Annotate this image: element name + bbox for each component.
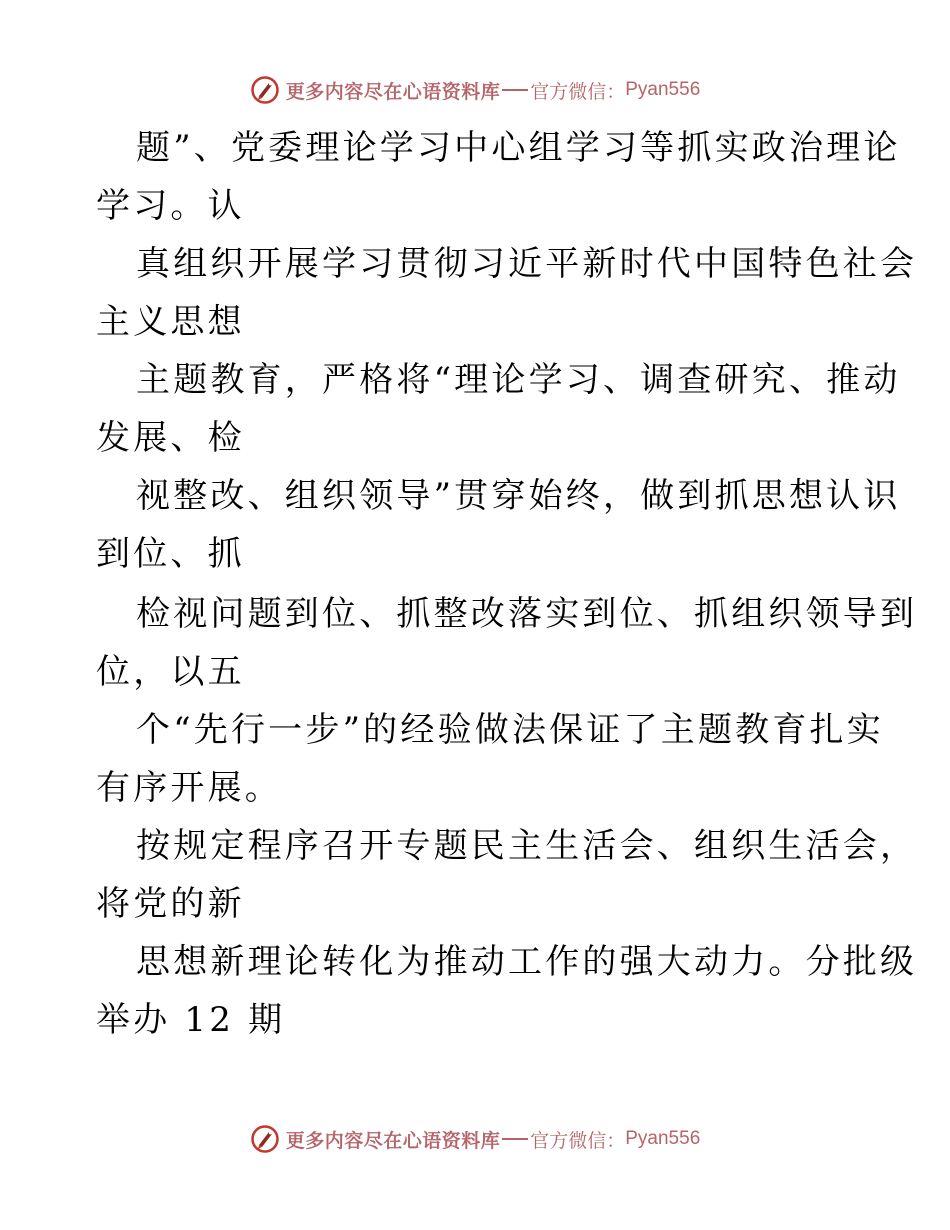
- footer-banner-subtitle: 官方微信：: [530, 1129, 626, 1152]
- text-line: 有序开展。: [96, 768, 282, 808]
- pen-circle-logo-icon: [250, 75, 280, 105]
- footer-banner: [0, 1122, 950, 1156]
- header-banner-subtitle: 官方微信：: [530, 80, 626, 103]
- text-line: 主义思想: [96, 302, 245, 342]
- text-line: 检视问题到位、抓整改落实到位、抓组织领导到: [136, 594, 918, 634]
- text-line: 学习。认: [96, 186, 245, 226]
- text-line: 视整改、组织领导”贯穿始终，做到抓思想认识: [136, 476, 901, 516]
- text-line: 个“先行一步”的经验做法保证了主题教育扎实: [136, 710, 884, 750]
- header-banner-dash: [502, 89, 528, 91]
- pen-circle-logo-icon: [250, 1124, 280, 1154]
- footer-banner-title: 更多内容尽在心语资料库: [285, 1129, 501, 1152]
- header-banner-title: 更多内容尽在心语资料库: [285, 80, 501, 103]
- text-line: 题”、党委理论学习中心组学习等抓实政治理论: [136, 128, 901, 168]
- text-line: 位，以五: [96, 652, 245, 692]
- text-line: 思想新理论转化为推动工作的强大动力。分批级: [136, 942, 918, 982]
- header-banner: [0, 73, 950, 107]
- text-line: 真组织开展学习贯彻习近平新时代中国特色社会: [136, 244, 918, 284]
- text-line: 到位、抓: [96, 534, 245, 574]
- header-banner-wechat-id: Pyan556: [625, 79, 701, 100]
- text-line: 主题教育，严格将“理论学习、调查研究、推动: [136, 360, 901, 400]
- text-line: 将党的新: [96, 884, 245, 924]
- text-line: 按规定程序召开专题民主生活会、组织生活会，: [136, 826, 918, 866]
- text-line: 举办 12 期: [96, 1000, 286, 1040]
- footer-banner-wechat-id: Pyan556: [625, 1128, 701, 1149]
- text-line: 发展、检: [96, 418, 245, 458]
- footer-banner-dash: [502, 1138, 528, 1140]
